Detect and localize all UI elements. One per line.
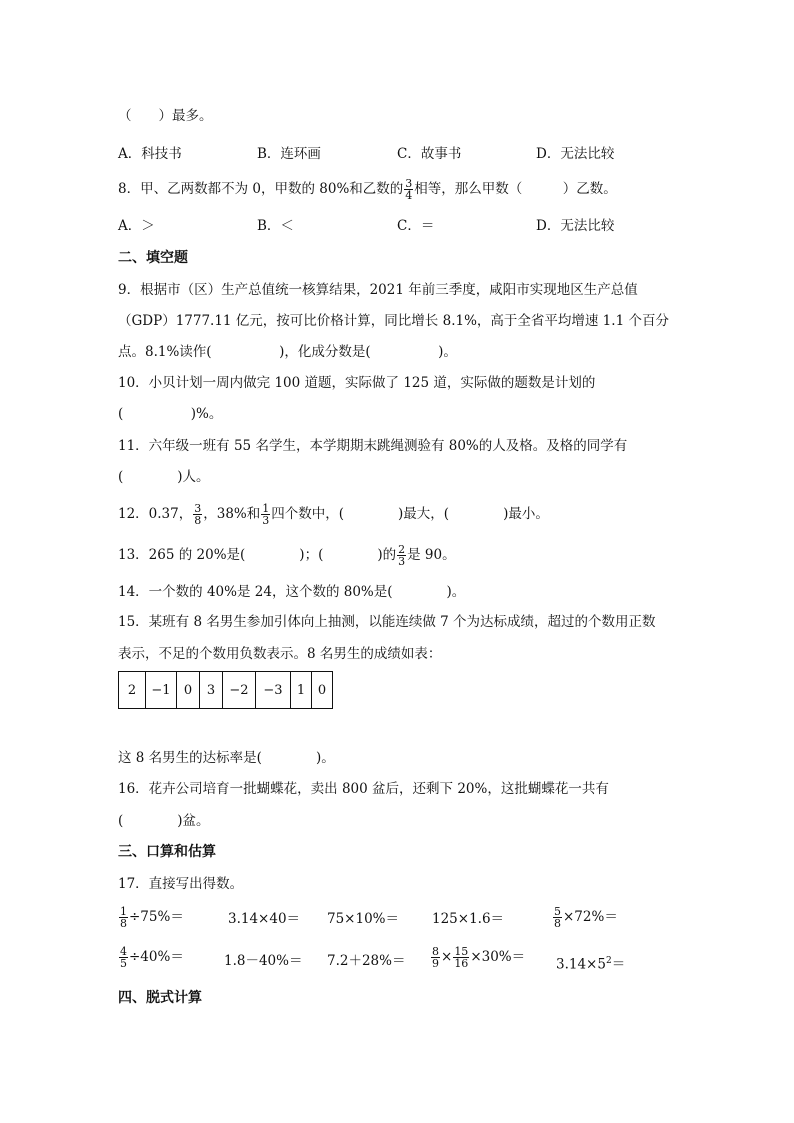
- calc-r2c1-num: 4: [120, 945, 127, 958]
- calc-r1c1-den: 8: [120, 917, 127, 930]
- calc-r1c4: 125×1.6＝: [432, 911, 505, 927]
- score-cell: −2: [223, 672, 256, 709]
- q15-line-3: 这 8 名男生的达标率是( )。: [118, 750, 335, 766]
- calc-r1c1-num: 1: [120, 905, 127, 918]
- section-4-title: 四、脱式计算: [118, 990, 202, 1006]
- score-cell: −1: [146, 672, 177, 709]
- calc-r2c4: [430, 946, 525, 969]
- calc-r1c5-den: 8: [554, 917, 561, 930]
- calc-r2c4-text: ×30%＝: [470, 949, 526, 965]
- q7-option-a: A．科技书: [118, 146, 182, 162]
- calc-r2c1: [118, 946, 184, 969]
- q7-tail: （ ）最多。: [118, 108, 213, 124]
- calc-r2c4-f2-den: 16: [454, 957, 469, 970]
- q15-score-table: [118, 671, 333, 709]
- q12-line: [118, 503, 549, 526]
- q8-fraction: [404, 178, 413, 201]
- calc-r2c2: 1.8－40%＝: [224, 953, 303, 969]
- q12-part-c: 四个数中，( )最大，( )最小。: [271, 506, 549, 522]
- q15-line-1: 15．某班有 8 名男生参加引体向上抽测，以能连续做 7 个为达标成绩，超过的个数用正数: [118, 614, 656, 630]
- score-cell: 2: [119, 672, 146, 709]
- q10-line-1: 10．小贝计划一周内做完 100 道题，实际做了 125 道，实际做的题数是计划的: [118, 375, 596, 391]
- section-2-title: 二、填空题: [118, 250, 188, 266]
- q15-line-2: 表示，不足的个数用负数表示。8 名男生的成绩如表：: [118, 646, 442, 662]
- calc-r2c1-den: 5: [120, 957, 127, 970]
- q13-frac-den: 3: [398, 555, 406, 568]
- calc-r1c3: 75×10%＝: [327, 911, 399, 927]
- q14-line: 14．一个数的 40%是 24，这个数的 80%是( )。: [118, 584, 466, 600]
- calc-r2c4-f1-den: 9: [432, 957, 439, 970]
- q13-fraction: [397, 544, 406, 567]
- q9-line-2: （GDP）1777.11 亿元，按可比价格计算，同比增长 8.1%，高于全省平均增速 1.1 个百分: [118, 313, 669, 329]
- calc-r1c5-num: 5: [554, 905, 561, 918]
- q12-fraction-1: [193, 503, 202, 526]
- section-3-title: 三、口算和估算: [118, 844, 216, 860]
- q8-option-b: B．＜: [257, 218, 294, 234]
- q10-line-2: ( )%。: [118, 406, 223, 422]
- q16-line-1: 16．花卉公司培育一批蝴蝶花，卖出 800 盆后，还剩下 20%，这批蝴蝶花一共有: [118, 781, 609, 797]
- q9-line-3: 点。8.1%读作( )，化成分数是( )。: [118, 344, 457, 360]
- q12-part-a: 12．0.37，: [118, 506, 193, 522]
- q8-option-c: C．＝: [397, 218, 435, 234]
- q12-frac2-num: 1: [262, 502, 270, 515]
- calc-r1c1-text: ÷75%＝: [129, 909, 184, 925]
- score-cell: 1: [291, 672, 312, 709]
- q11-line-1: 11．六年级一班有 55 名学生，本学期期末跳绳测验有 80%的人及格。及格的同学有: [118, 438, 628, 454]
- q13-frac-num: 2: [398, 543, 406, 556]
- q8-option-a: A．＞: [118, 218, 155, 234]
- score-cell: −3: [256, 672, 291, 709]
- calc-r2c5-b: ＝: [611, 956, 626, 973]
- score-cell: 0: [177, 672, 200, 709]
- q8-frac-num: 3: [405, 177, 413, 190]
- q12-fraction-2: [261, 503, 270, 526]
- q7-option-d: D．无法比较: [536, 146, 615, 162]
- calc-r2c4-mul: ×: [441, 949, 453, 965]
- calc-r2c1-text: ÷40%＝: [129, 949, 184, 965]
- q8-frac-den: 4: [405, 189, 413, 202]
- q12-frac1-den: 8: [194, 514, 202, 527]
- calc-r2c5: [556, 952, 625, 974]
- q12-part-b: ，38%和: [203, 506, 261, 522]
- calc-r2c5-a: 3.14×5: [556, 956, 606, 973]
- score-cell: 0: [312, 672, 333, 709]
- q12-frac2-den: 3: [262, 514, 270, 527]
- q8-stem: [118, 178, 617, 201]
- calc-r1c5: [552, 906, 618, 929]
- q8-option-d: D．无法比较: [536, 218, 615, 234]
- q16-line-2: ( )盆。: [118, 813, 210, 829]
- q13-line: [118, 544, 456, 567]
- q7-option-b: B．连环画: [257, 146, 321, 162]
- q13-part-a: 13．265 的 20%是( )；( )的: [118, 547, 397, 563]
- q13-part-b: 是 90。: [407, 547, 456, 563]
- q11-line-2: ( )人。: [118, 469, 210, 485]
- score-cell: 3: [200, 672, 223, 709]
- q12-frac1-num: 3: [194, 502, 202, 515]
- calc-r2c5-exp: 2: [605, 956, 612, 966]
- calc-r2c3: 7.2＋28%＝: [327, 953, 406, 969]
- q8-post: 相等，那么甲数（ ）乙数。: [414, 181, 617, 197]
- q17-title: 17．直接写出得数。: [118, 876, 244, 892]
- calc-r1c1: [118, 906, 184, 929]
- q15-score-row: [119, 672, 333, 709]
- q7-option-c: C．故事书: [397, 146, 462, 162]
- calc-r2c4-f1-num: 8: [432, 945, 439, 958]
- calc-r1c5-text: ×72%＝: [563, 909, 618, 925]
- calc-r2c4-f2-num: 15: [454, 945, 469, 958]
- calc-r1c2: 3.14×40＝: [228, 911, 301, 927]
- q8-pre: 8．甲、乙两数都不为 0，甲数的 80%和乙数的: [118, 181, 404, 197]
- q9-line-1: 9．根据市（区）生产总值统一核算结果，2021 年前三季度，咸阳市实现地区生产总值: [118, 282, 638, 298]
